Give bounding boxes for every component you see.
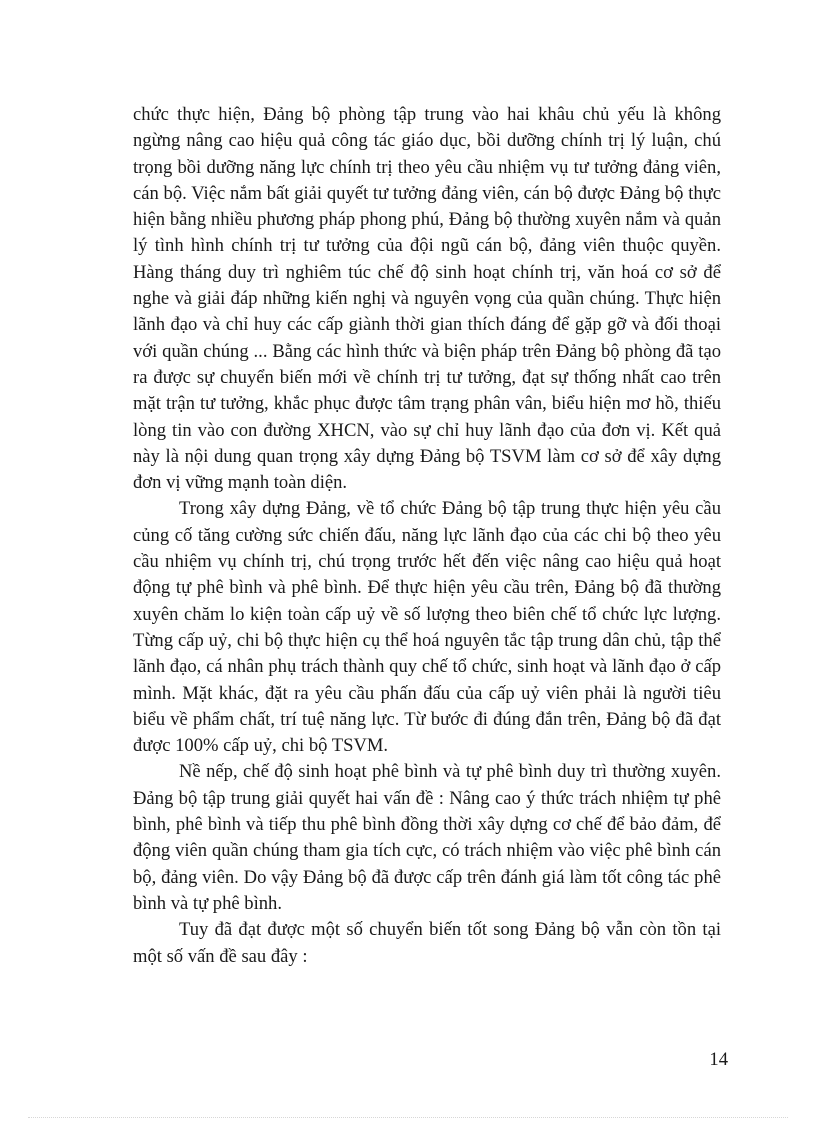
paragraph-2: Trong xây dựng Đảng, về tổ chức Đảng bộ tập trung thực hiện yêu cầu củng cố tăng cường sức chiến đấu, năng lực lãnh đạo của các chi bộ theo yêu cầu nhiệm vụ chính trị, chú trọng trước hết đến việc nâng cao hiệu quả hoạt động tự phê bình và phê bình. Để thực hiện yêu cầu trên, Đảng bộ đã thường xuyên chăm lo kiện toàn cấp uỷ về số lượng theo biên chế tổ chức lực lượng. Từng cấp uỷ, chi bộ thực hiện cụ thể hoá nguyên tắc tập trung dân chủ, tập thể lãnh đạo, cá nhân phụ trách thành quy chế tổ chức, sinh hoạt và lãnh đạo ở cấp mình. Mặt khác, đặt ra yêu cầu phấn đấu của cấp uỷ viên phải là người tiêu biểu về phẩm chất, trí tuệ năng lực. Từ bước đi đúng đắn trên, Đảng bộ đã đạt được 100% cấp uỷ, chi bộ TSVM. <box>133 498 721 757</box>
paragraph-3: Nề nếp, chế độ sinh hoạt phê bình và tự phê bình duy trì thường xuyên. Đảng bộ tập trung giải quyết hai vấn đề : Nâng cao ý thức trách nhiệm tự phê bình, phê bình và tiếp thu phê bình đồng thời xây dựng cơ chế để bảo đảm, để động viên quần chúng tham gia tích cực, có trách nhiệm vào việc phê bình cán bộ, đảng viên. Do vậy Đảng bộ đã được cấp trên đánh giá làm tốt công tác phê bình và tự phê bình. <box>133 761 721 914</box>
paragraph-4: Tuy đã đạt được một số chuyển biến tốt song Đảng bộ vẫn còn tồn tại một số vấn đề sau đây : <box>133 919 721 967</box>
paragraph-1: chức thực hiện, Đảng bộ phòng tập trung vào hai khâu chủ yếu là không ngừng nâng cao hiệu quả công tác giáo dục, bồi dưỡng chính trị lý luận, chú trọng bồi dưỡng năng lực chính trị theo yêu cầu nhiệm vụ tư tưởng đảng viên, cán bộ. Việc nắm bất giải quyết tư tưởng đảng viên, cán bộ được Đảng bộ thực hiện bằng nhiều phương pháp phong phú, Đảng bộ thường xuyên nắm và quản lý tình hình chính trị tư tưởng của đội ngũ cán bộ, đảng viên thuộc quyền. Hàng tháng duy trì nghiêm túc chế độ sinh hoạt chính trị, văn hoá cơ sở để nghe và giải đáp những kiến nghị và nguyên vọng của quần chúng. Thực hiện lãnh đạo và chỉ huy các cấp giành thời gian thích đáng để gặp gỡ và đối thoại với quần chúng ... Bằng các hình thức và biện pháp trên Đảng bộ phòng đã tạo ra được sự chuyển biến mới về chính trị tư tưởng, đạt sự thống nhất cao trên mặt trận tư tưởng, khắc phục được tâm trạng phân vân, biểu hiện mơ hồ, thiếu lòng tin vào con đường XHCN, vào sự chỉ huy lãnh đạo của đơn vị. Kết quả này là nội dung quan trọng xây dựng Đảng bộ TSVM làm cơ sở để xây dựng đơn vị vững mạnh toàn diện. <box>133 104 721 494</box>
page-number: 14 <box>709 1049 728 1070</box>
body-text <box>133 102 721 970</box>
page-bottom-dotted-border <box>28 1117 788 1118</box>
